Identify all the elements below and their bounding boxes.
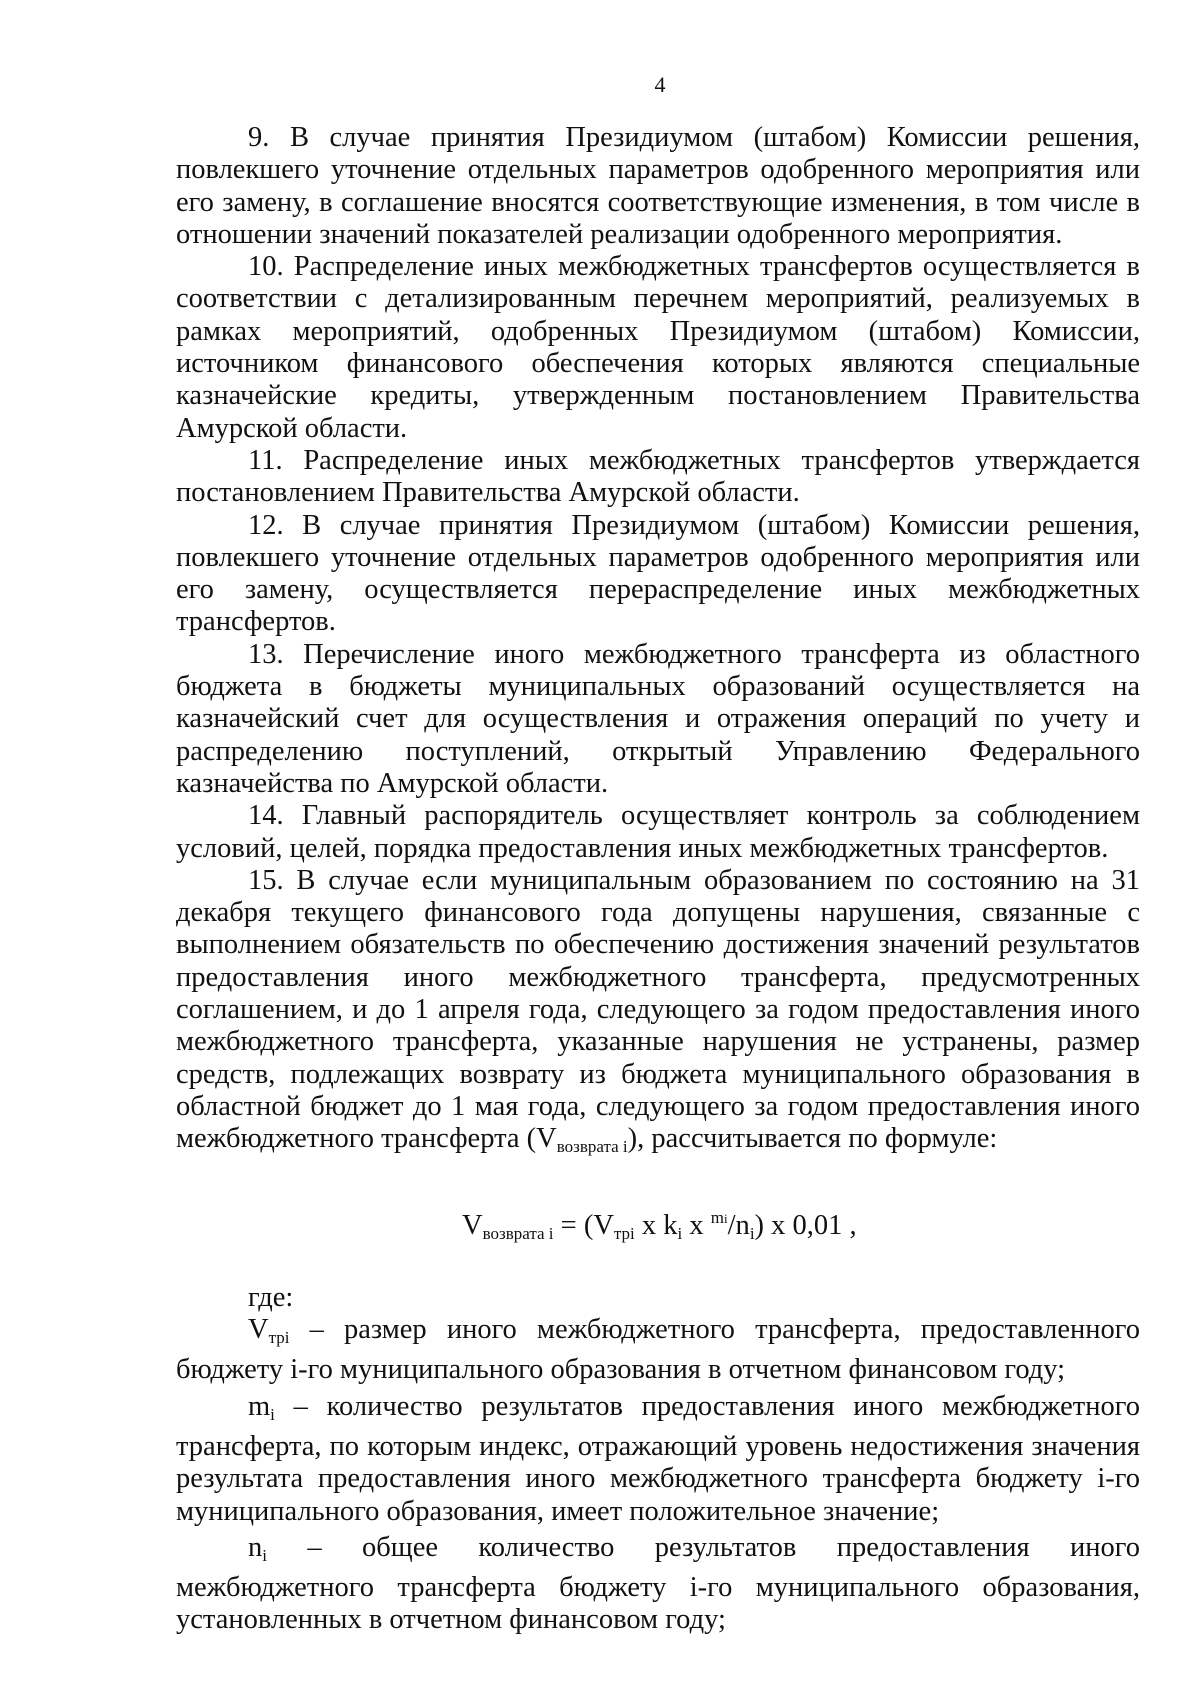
definition-subscript: i [270,1404,275,1424]
formula-n: /n [727,1209,750,1241]
where-label: где: [248,1281,294,1313]
document-body [176,122,1140,1637]
definition-text: – количество результатов предоставления иного межбюджетного трансферта, по которым индекс, отражающий уровень недостижения значения результата предоставления иного межбюджетного трансферта бюджету i-го муниципального образования, имеет положительное значение; [176,1390,1140,1527]
definition-text: – общее количество результатов предоставления иного межбюджетного трансферта бюджету i-го муниципального образования, установленных в отчетном финансовом году; [176,1531,1140,1636]
formula-times: x [682,1209,711,1241]
formula-k: x k [634,1209,678,1241]
formula-m-superscript [711,1208,728,1227]
formula-tail: ) x 0,01 , [754,1209,857,1241]
formula-m-subscript: i [724,1210,728,1226]
definition-symbol: m [248,1390,271,1422]
formula-tr-subscript: трi [613,1223,635,1243]
paragraph-12: 12. В случае принятия Президиумом (штабом) Комиссии решения, повлекшего уточнение отдельных параметров одобренного мероприятия или его замену, осуществляется перераспределение иных межбюджетных трансфертов. [176,509,1140,638]
formula-m: m [710,1207,725,1227]
paragraph-14: 14. Главный распорядитель осуществляет контроль за соблюдением условий, целей, порядка предоставления иных межбюджетных трансфертов. [176,800,1140,864]
definition-m [176,1391,1140,1528]
paragraph-9: 9. В случае принятия Президиумом (штабом) Комиссии решения, повлекшего уточнение отдельных параметров одобренного мероприятия или его замену, в соглашение вносятся соответствующие изменения, в том числе в отношении значений показателей реализации одобренного мероприятия. [176,122,1140,250]
formula-v-subscript: возврата i [482,1223,554,1243]
paragraph-13: 13. Перечисление иного межбюджетного трансферта из областного бюджета в бюджеты муниципальных образований осуществляется на казначейский счет для осуществления и отражения операций по учету и распределению поступлений, открытый Управлению Федерального казначейства по Амурской области. [176,638,1140,799]
formula-k-subscript: i [677,1223,683,1243]
paragraph-10: 10. Распределение иных межбюджетных трансфертов осуществляется в соответствии с детализированным перечнем мероприятий, реализуемых в рамках мероприятий, одобренных Президиумом (штабом) Комиссии, источником финансового обеспечения которых являются специальные казначейские кредиты, утвержденным постановлением Правительства Амурской области. [176,251,1140,444]
definition-subscript: трi [268,1328,290,1348]
formula-v: V [462,1209,483,1241]
paragraph-15-text: 15. В случае если муниципальным образованием по состоянию на 31 декабря текущего финансового года допущены нарушения, связанные с выполнением обязательств по обеспечению достижения значений результатов предоставления иного межбюджетного трансферта, предусмотренных соглашением, и до 1 апреля года, следующего за годом предоставления иного межбюджетного трансферта, указанные нарушения не устранены, размер средств, подлежащих возврату из бюджета муниципального образования в областной бюджет до 1 мая года, следующего за годом предоставления иного межбюджетного трансферта ( [176,864,1140,1155]
definition-n [176,1532,1140,1637]
paragraph-15 [176,865,1140,1164]
definition-v-tr [176,1314,1140,1387]
definition-symbol: n [248,1531,263,1563]
definition-symbol: V [248,1314,269,1346]
formula-n-subscript: i [749,1223,755,1243]
v-return-subscript: возврата i [556,1137,628,1157]
return-formula [176,1202,1140,1250]
formula-equals: = (V [553,1209,614,1241]
paragraph-11: 11. Распределение иных межбюджетных трансфертов утверждается постановлением Правительства Амурской области. [176,444,1140,509]
definition-subscript: i [262,1545,267,1565]
definition-text: – размер иного межбюджетного трансферта, предоставленного бюджету i-го муниципального образования в отчетном финансовом году; [176,1314,1140,1386]
paragraph-15-tail: ), рассчитывается по формуле: [627,1123,998,1155]
v-return-symbol: V [536,1123,557,1155]
page-number: 4 [654,72,666,97]
